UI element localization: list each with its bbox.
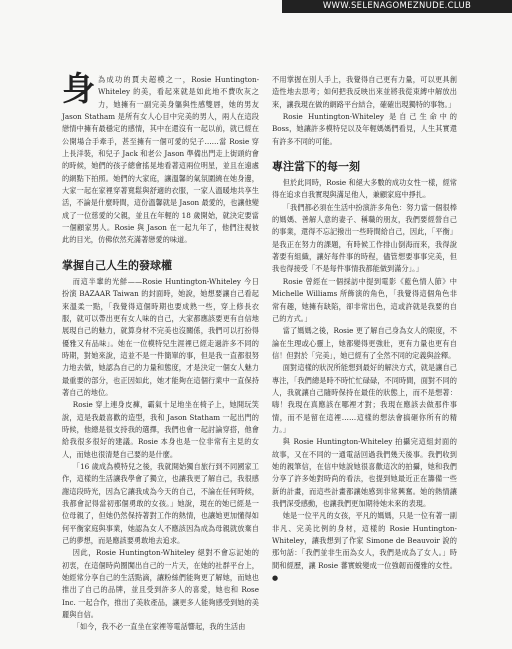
paragraph-left-4: 因此，Rosie Huntington-Whiteley 絕對不會忘記她的初衷，在這個時尚圈闖出自己的一片天，在她的社群平台上，她經常分享自己的生活點滴，讓粉絲們能夠更了解她，而她也推出了自己的品牌，並且受到許多人的喜愛，她也和 Rose Inc. 一起合作，推出了美妝產品，讓更多人能夠感受到她的美麗與自信。 [62,548,259,620]
left-column [62,69,259,634]
paragraph-right-5: 當了媽媽之後，Rosie 更了解自己身為女人的限度，不論在生理或心靈上，她都變得更強壯，更有力量也更有自信！但對於「完美」，她已經有了全然不同的定義與詮釋。 [272,326,457,360]
paragraph-right-4: Rosie 曾經在一個採訪中提到電影《藍色情人節》中 Michelle Williams 所飾演的角色，「我覺得這個角色非常有趣，她擁有缺陷，卻非常出色，這或許就是我要的自己的方式。」 [272,276,457,323]
paragraph-right-1: Rosie Huntington-Whiteley 是自己生命中的 Boss，她讓許多模特兒以及年輕媽媽們看見，人生其實還有許多不同的可能。 [272,112,457,146]
paragraph-right-2: 但於此同時，Rosie 和絕大多數的成功女性一樣，經常得在追求自我實現與滿足他人，兼顧家庭中掙扎。 [272,178,457,200]
paragraph-right-3: 「我們都必須在生活中扮演許多角色：努力當一個很棒的媽媽、善解人意的妻子、稱職的朋友，我們要經營自己的事業，還得不忘記撥出一些時間給自己，因此，「平衡」是我正在努力的課題，有時候工作排山倒海而來，我得說著要有組織，讓好每件事的時程，儘管想要事事完美，但我也得接受「不是每件事情我都能做到滿分」。」 [272,202,457,274]
intro-paragraph [62,69,259,247]
section-heading-present-moment: 專注當下的每一刻 [272,160,360,174]
paragraph-right-0: 不用掌握在別人手上，我覺得自己更有力量，可以更具創造性地去思考；如何把我反映出來並將我從束縛中解放出來，讓我現在做的網路平台結合，確確出現獨特的事物。」 [272,75,457,109]
intro-text: 為成功的賈夫超模之一，Rosie Huntington-Whiteley 的美，看起來就是如此地不費吹灰之力，她擁有一副完美身軀與性感雙唇，她的男友 Jason Statham 是所有女人心目中完美的男人，兩人在這段戀情中擁有最穩定的感情，其中在還沒有一起以前，就已經在公開場合手牽手，甚至擁有一個可愛的兒子……當 Rosie 穿上長洋裝，和兒子 Jack 和老公 Jason 準備出門走上街頭約會的時候，她們的孩子總會搖晃地看著這兩位明星，並且在遠處的網點下拍照。她們的大家庭，讓溫馨的氣氛圍繞在她身邊，大家一起在家裡穿著寬鬆與舒適的衣服，一家人溫暖地共享生活，不論是什麼時間，這份溫馨就是 Jason 最愛的，也讓他變成了一位慈愛的父親，並且在年輕的 18 歲開始，就決定要當一個顧家男人。Rosie 與 Jason 在一起九年了，他們注視彼此的目光，仿佛依然充滿著戀愛的味道。 [62,75,259,245]
paragraph-left-3: 「16 歲成為模特兒之後，我就開始獨自旅行到不同國家工作，這樣的生活讓我學會了獨立，也讓我更了解自己，我很感謝這段時光，因為它讓我成為今天的自己，不論在任何時候，我都會記得當初那個勇敢的女孩。」她說，現在的她已經是一位母親了，但她仍然保持著對工作的熱情，也讓她更加懂得如何平衡家庭與事業，她認為女人不應該因為成為母親就放棄自己的夢想，而是應該要勇敢地去追求。 [62,461,259,546]
paragraph-left-1: 而這半輩的光鮮——Rosie Huntington-Whiteley 今日扮演 BAZAAR Taiwan 的封面時，她說，她想要讓自己看起來溫柔一點，「我覺得這個時期也要成熟一些，穿上修長衣服，就可以帶出更有女人味的自己，大家都應該要更有自信地展現自己的魅力，就算身材不完美也沒關係，我們可以打扮得優雅又有品味」。她在一位模特兒生涯裡已經走過許多不同的時期，對她來說，這並不是一件簡單的事，但是我一直都很努力地去做，她認為自己的力量和態度，才是決定一個女人魅力最重要的部分，也正因如此，她才能夠在這個行業中一直保持著自己的地位。 [62,276,259,397]
right-column [272,74,457,584]
paragraph-right-6: 面對這樣的狀況所能想到最好的解決方式，就是讓自己專注，「我們總是時不時忙忙碌碌，不同時間，面對不同的人，我就讓自己隨時保持在最佳的狀態上，而不是想著：嗨！我現在真應該在哪裡才對；我現在應該去做那件事情，而不是留在這裡……這樣的想法會搞砸你所有的精力。」 [272,363,457,434]
closing-text: 她是一位平凡的女孩，平凡的媽媽，只是一位有著一副非凡、完美比例的身材，這樣的 Rosie Huntington-Whiteley，讓我想到了作家 Simone de Beauvoir 說的那句話：「我們並非生而為女人，我們是成為了女人。」時間和經歷，讓 Rosie 蕃實蛻變成一位強韌而優雅的女性。 [272,511,457,570]
site-watermark: WWW.SELENAGOMEZNUDE.CLUB [282,0,512,13]
paragraph-right-7: 與 Rosie Huntington-Whiteley 拍攝完這組封面的故事，又在不同的一通電話回過我們幾天後事。我們收到她的親筆信，在信中她說她很喜歡這次的拍攝，她和我們分享了許多她對時尚的看法，也提到她最近正在籌備一些新的計畫，而這些計畫都讓她感到非常興奮。她的熱情讓我們深受感動，也讓我們更加期待她未來的表現。 [272,437,457,508]
paragraph-left-5: 「如今，我不必一直坐在家裡等電話響起，我的生活由 [72,622,246,632]
drop-cap: 身 [62,69,95,108]
end-mark-icon: ● [272,574,279,583]
paragraph-right-8 [272,510,457,584]
section-heading-ball-control: 掌握自己人生的發球權 [62,258,172,272]
paragraph-left-2: Rosie 穿上連身皮褲，霸氣十足地坐在椅子上，她開玩笑說，這是我最喜歡的造型，我和 Jason Statham 一起出門的時候，他總是很支持我的選擇，我們也會一起討論穿搭，他會給我很多很好的建議。Rosie 本身也是一位非常有主見的女人，而她也很清楚自己要的是什麼。 [62,400,259,459]
